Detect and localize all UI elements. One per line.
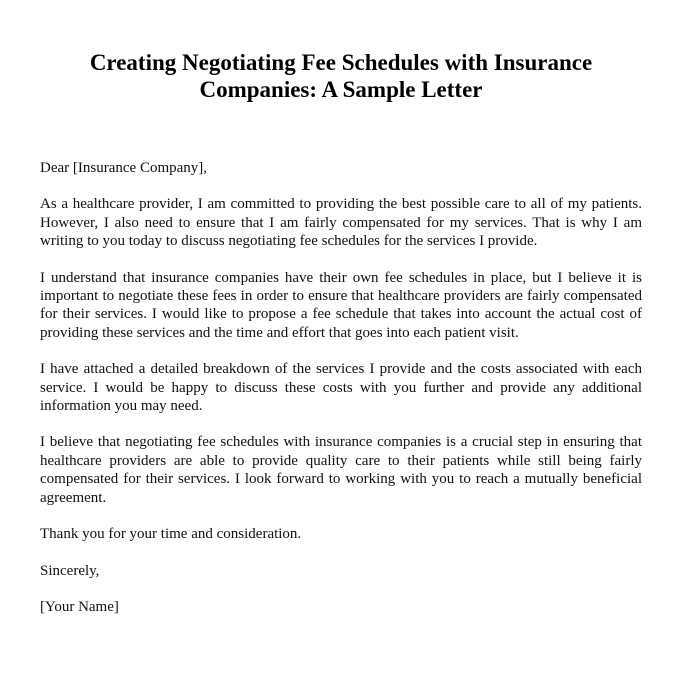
paragraph-3: I have attached a detailed breakdown of the services I provide and the costs associated with each service. I would be happy to discuss these costs with you further and provide any additional information you may need. <box>40 361 642 415</box>
salutation: Dear [Insurance Company], <box>40 160 208 176</box>
thanks-line: Thank you for your time and consideration. <box>40 526 302 543</box>
paragraph-2: I understand that insurance companies have their own fee schedules in place, but I believe it is important to negotiate these fees in order to ensure that healthcare providers are fairly compensated for their services. I would like to propose a fee schedule that takes into account the actual cost of providing these services and the time and effort that goes into each patient visit. <box>40 269 642 341</box>
paragraph-4: I believe that negotiating fee schedules with insurance companies is a crucial step in ensuring that healthcare providers are able to provide quality care to their patients while still being fairly compensated for their services. I look forward to working with you to reach a mutually beneficial agreement. <box>40 434 642 506</box>
letter-body <box>40 159 642 634</box>
document-title: Creating Negotiating Fee Schedules with Insurance Companies: A Sample Letter <box>89 50 593 102</box>
signature: [Your Name] <box>40 598 119 615</box>
closing-line: Sincerely, <box>40 562 100 579</box>
paragraph-1: As a healthcare provider, I am committed to providing the best possible care to all of my patients. However, I also need to ensure that I am fairly compensated for my services. That is why I am writing to you today to discuss negotiating fee schedules for the services I provide. <box>40 196 642 250</box>
